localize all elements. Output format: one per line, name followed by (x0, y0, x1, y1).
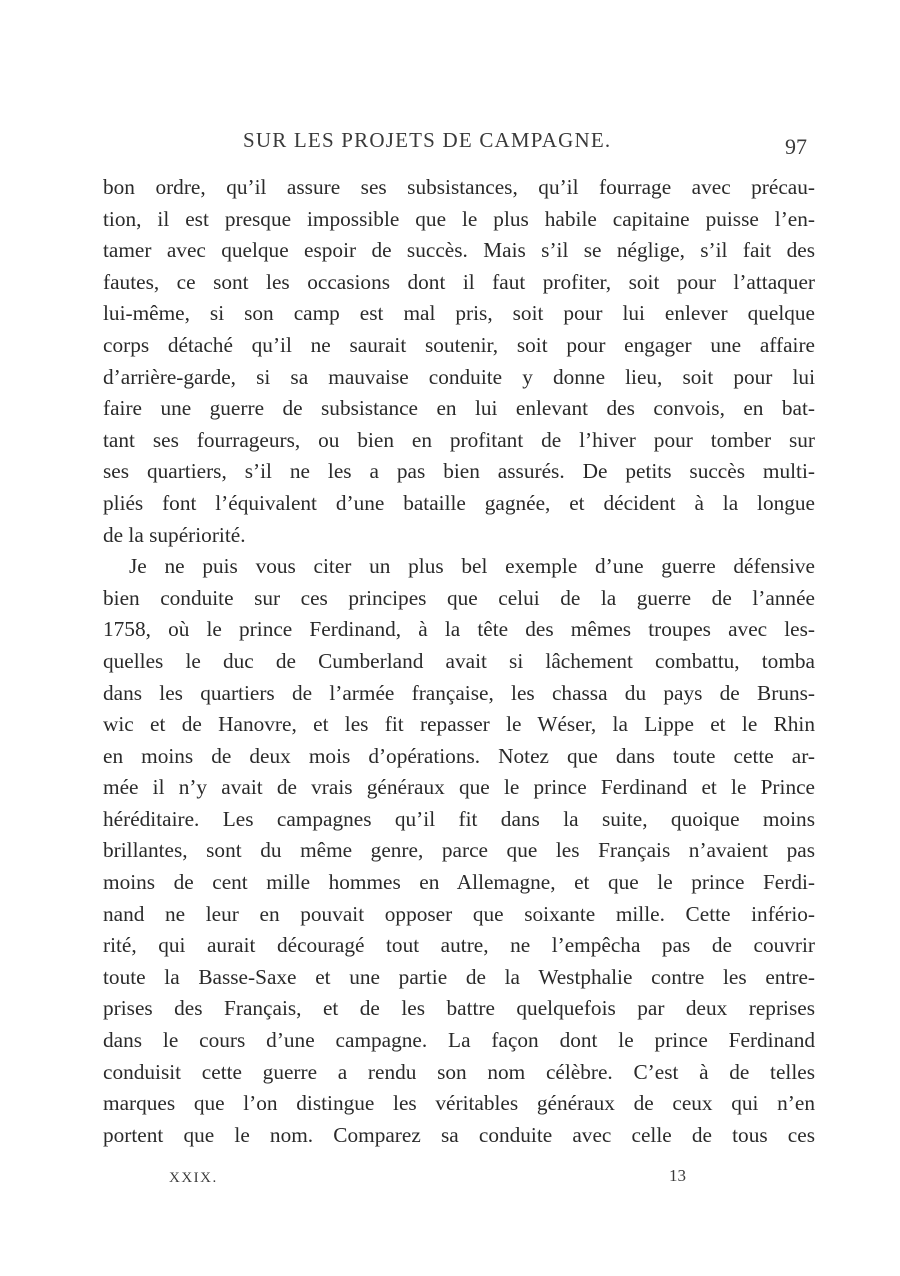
text-line: faire une guerre de subsistance en lui enlevant des convois, en bat- (103, 396, 815, 421)
page-number: 97 (785, 134, 807, 159)
text-line: corps détaché qu’il ne saurait soutenir, soit pour engager une affaire (103, 332, 815, 357)
text-line: prises des Français, et de les battre quelquefois par deux reprises (103, 996, 815, 1021)
folio-number: 13 (669, 1166, 686, 1185)
text-line: moins de cent mille hommes en Allemagne, et que le prince Ferdi- (103, 870, 815, 895)
text-line: mée il n’y avait de vrais généraux que le prince Ferdinand et le Prince (103, 775, 815, 800)
running-title: SUR LES PROJETS DE CAMPAGNE. (243, 128, 612, 152)
text-line: bon ordre, qu’il assure ses subsistances, qu’il fourrage avec précau- (103, 175, 815, 199)
text-line: nand ne leur en pouvait opposer que soixante mille. Cette infério- (103, 901, 815, 926)
text-line: ses quartiers, s’il ne les a pas bien assurés. De petits succès multi- (103, 459, 815, 484)
text-line: tant ses fourrageurs, ou bien en profitant de l’hiver pour tomber sur (103, 427, 815, 452)
text-line: tion, il est presque impossible que le plus habile capitaine puisse l’en- (103, 206, 815, 231)
paragraph-start-line: Je ne puis vous citer un plus bel exemple d’une guerre défensive (129, 554, 815, 579)
text-line: portent que le nom. Comparez sa conduite avec celle de tous ces (103, 1122, 815, 1147)
signature-mark: XXIX. (169, 1170, 218, 1186)
text-line: 1758, où le prince Ferdinand, à la tête des mêmes troupes avec les- (103, 617, 815, 642)
text-line: dans les quartiers de l’armée française, les chassa du pays de Bruns- (103, 680, 815, 705)
text-line: quelles le duc de Cumberland avait si lâchement combattu, tomba (103, 648, 815, 673)
text-line: brillantes, sont du même genre, parce que les Français n’avaient pas (103, 838, 815, 863)
text-line: marques que l’on distingue les véritables généraux de ceux qui n’en (103, 1091, 815, 1116)
text-line: lui-même, si son camp est mal pris, soit pour lui enlever quelque (103, 301, 815, 326)
text-line: rité, qui aurait découragé tout autre, ne l’empêcha pas de couvrir (103, 933, 815, 958)
text-line: wic et de Hanovre, et les fit repasser le Wéser, la Lippe et le Rhin (103, 712, 815, 737)
text-line: bien conduite sur ces principes que celui de la guerre de l’année (103, 585, 815, 610)
text-line: toute la Basse-Saxe et une partie de la Westphalie contre les entre- (103, 964, 815, 989)
text-line: pliés font l’équivalent d’une bataille gagnée, et décident à la longue (103, 490, 815, 515)
page-footer (103, 1166, 815, 1190)
page-header (103, 128, 815, 160)
text-line: dans le cours d’une campagne. La façon dont le prince Ferdinand (103, 1028, 815, 1053)
text-line: d’arrière-garde, si sa mauvaise conduite y donne lieu, soit pour lui (103, 364, 815, 389)
text-line: tamer avec quelque espoir de succès. Mais s’il se néglige, s’il fait des (103, 238, 815, 263)
text-body (103, 172, 815, 1151)
paragraph-end-line: de la supériorité. (103, 522, 246, 547)
text-line: héréditaire. Les campagnes qu’il fit dans la suite, quoique moins (103, 806, 815, 831)
text-line: fautes, ce sont les occasions dont il faut profiter, soit pour l’attaquer (103, 269, 815, 294)
text-line: en moins de deux mois d’opérations. Notez que dans toute cette ar- (103, 743, 815, 768)
text-line: conduisit cette guerre a rendu son nom célèbre. C’est à de telles (103, 1059, 815, 1084)
